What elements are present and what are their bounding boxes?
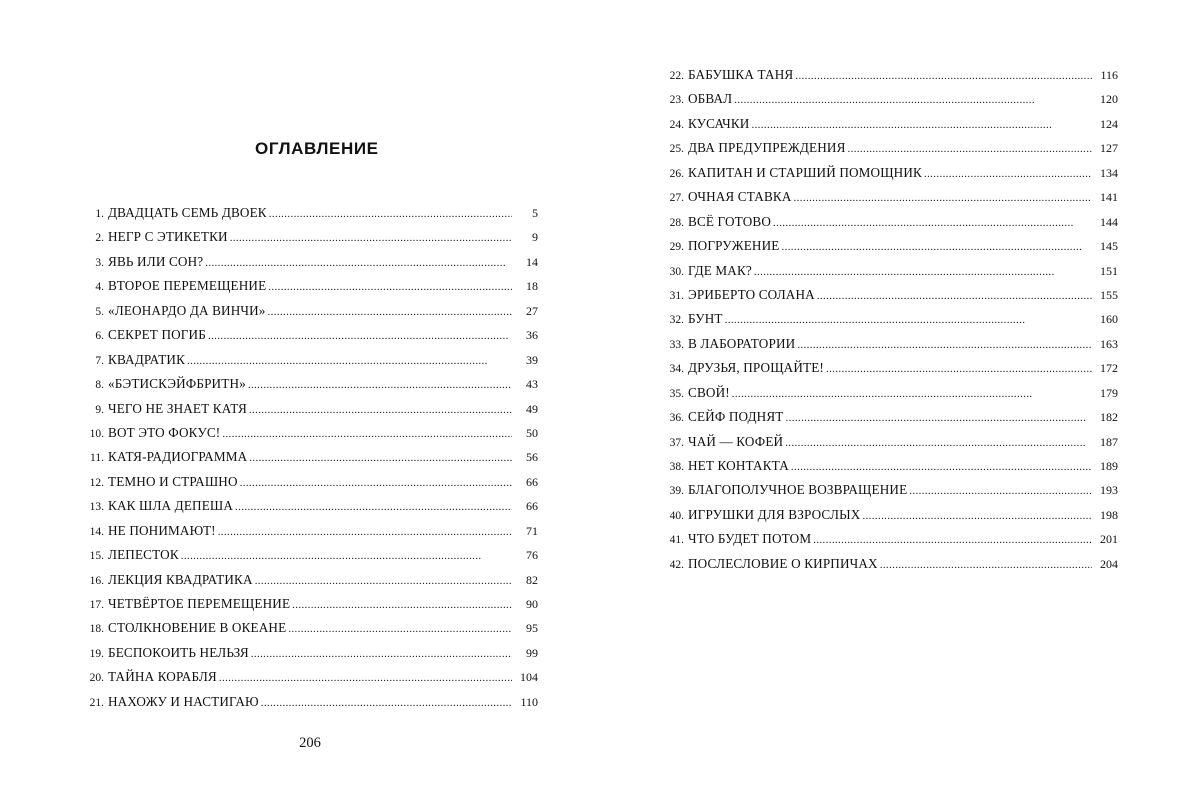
chapter-title: В ЛАБОРАТОРИИ [688, 335, 796, 351]
chapter-page-number: 134 [1100, 165, 1118, 180]
toc-entry [82, 496, 538, 520]
dot-leader [848, 139, 1092, 159]
chapter-number: 30. [669, 265, 684, 278]
toc-entry [658, 261, 1118, 285]
chapter-number: 14. [89, 525, 104, 538]
dot-leader [794, 188, 1092, 208]
chapter-title: КАПИТАН И СТАРШИЙ ПОМОЩНИК [688, 164, 922, 180]
toc-entry [82, 325, 538, 349]
toc-entry [658, 529, 1118, 553]
toc-entry [658, 383, 1118, 407]
toc-entry [82, 692, 538, 716]
dot-leader [751, 115, 1092, 135]
chapter-page-number: 120 [1100, 92, 1118, 107]
dot-leader [909, 481, 1092, 501]
toc-entry [82, 472, 538, 496]
chapter-title: ЧАЙ — КОФЕЙ [688, 433, 784, 449]
chapter-number: 25. [669, 143, 684, 156]
chapter-title: КВАДРАТИК [108, 351, 186, 367]
dot-leader [773, 213, 1092, 233]
dot-leader [268, 277, 512, 297]
chapter-title: ОЧНАЯ СТАВКА [688, 189, 792, 205]
toc-entry [658, 432, 1118, 456]
dot-leader [732, 384, 1092, 404]
chapter-page-number: 189 [1100, 459, 1118, 473]
toc-entry [82, 667, 538, 691]
dot-leader [817, 286, 1092, 306]
chapter-title: СЕКРЕТ ПОГИБ [108, 327, 206, 343]
chapter-title: НАХОЖУ И НАСТИГАЮ [108, 693, 259, 709]
chapter-number: 36. [669, 412, 684, 425]
chapter-number: 5. [95, 305, 104, 318]
chapter-title: ЧЕТВЁРТОЕ ПЕРЕМЕЩЕНИЕ [108, 596, 291, 611]
chapter-page-number: 43 [526, 377, 538, 392]
toc-entry [82, 252, 538, 276]
dot-leader [240, 473, 512, 493]
toc-entry [82, 643, 538, 667]
chapter-page-number: 66 [526, 499, 538, 514]
chapter-title: ГДЕ МАК? [688, 262, 752, 278]
chapter-number: 29. [669, 241, 684, 254]
chapter-page-number: 160 [1100, 312, 1118, 327]
chapter-title: ЯВЬ ИЛИ СОН? [108, 253, 204, 269]
chapter-number: 18. [89, 623, 104, 636]
chapter-number: 32. [669, 314, 684, 327]
dot-leader [826, 359, 1092, 379]
chapter-title: ПОГРУЖЕНИЕ [688, 238, 780, 254]
dot-leader [725, 310, 1092, 330]
dot-leader [880, 555, 1092, 575]
chapter-number: 39. [669, 485, 684, 498]
dot-leader [187, 351, 512, 371]
chapter-number: 41. [669, 534, 684, 547]
toc-entry [82, 570, 538, 594]
chapter-number: 19. [89, 647, 104, 660]
chapter-number: 23. [669, 94, 684, 107]
dot-leader [219, 668, 512, 688]
dot-leader [862, 506, 1092, 526]
dot-leader [181, 546, 512, 566]
chapter-page-number: 18 [526, 279, 538, 294]
chapter-number: 20. [89, 672, 104, 685]
chapter-page-number: 104 [520, 670, 538, 685]
chapter-number: 2. [95, 232, 104, 245]
chapter-title: СЕЙФ ПОДНЯТ [688, 409, 784, 425]
dot-leader [235, 497, 512, 517]
chapter-number: 7. [95, 354, 104, 367]
dot-leader [782, 237, 1093, 257]
dot-leader [230, 228, 512, 248]
toc-entry [82, 423, 538, 447]
dot-leader [813, 530, 1092, 550]
toc-entry [82, 618, 538, 642]
chapter-page-number: 179 [1100, 385, 1118, 400]
toc-entry [82, 276, 538, 300]
chapter-page-number: 95 [526, 621, 538, 636]
chapter-title: ТАЙНА КОРАБЛЯ [108, 669, 217, 685]
toc-entry [658, 138, 1118, 162]
chapter-number: 34. [669, 363, 684, 376]
dot-leader [251, 644, 512, 664]
chapter-number: 1. [95, 208, 104, 220]
chapter-title: ДВА ПРЕДУПРЕЖДЕНИЯ [688, 140, 846, 156]
dot-leader [785, 433, 1092, 453]
chapter-number: 22. [669, 70, 684, 82]
chapter-page-number: 36 [526, 328, 538, 343]
chapter-number: 28. [669, 216, 684, 229]
toc-entry [658, 212, 1118, 236]
chapter-title: ПОСЛЕСЛОВИЕ О КИРПИЧАХ [688, 555, 878, 571]
toc-entry [658, 554, 1118, 578]
chapter-page-number: 66 [526, 474, 538, 489]
dot-leader [791, 457, 1092, 477]
chapter-number: 8. [95, 379, 104, 392]
chapter-number: 24. [669, 118, 684, 131]
chapter-number: 6. [95, 330, 104, 343]
chapter-title: ОБВАЛ [688, 91, 733, 107]
chapter-title: ВОТ ЭТО ФОКУС! [108, 424, 221, 440]
chapter-title: ДРУЗЬЯ, ПРОЩАЙТЕ! [688, 360, 824, 376]
chapter-page-number: 144 [1100, 214, 1118, 229]
chapter-page-number: 50 [526, 425, 538, 440]
chapter-page-number: 182 [1100, 410, 1118, 425]
toc-entry [658, 187, 1118, 211]
chapter-page-number: 187 [1100, 434, 1118, 449]
toc-entry [658, 89, 1118, 113]
chapter-title: БЛАГОПОЛУЧНОЕ ВОЗВРАЩЕНИЕ [688, 482, 908, 498]
dot-leader [218, 522, 512, 542]
chapter-number: 12. [89, 476, 104, 489]
dot-leader [288, 619, 512, 639]
chapter-page-number: 124 [1100, 116, 1118, 131]
dot-leader [249, 400, 512, 420]
chapter-number: 16. [89, 574, 104, 587]
toc-entry [82, 301, 538, 325]
toc-entry [82, 374, 538, 398]
chapter-page-number: 71 [526, 523, 538, 538]
chapter-number: 40. [669, 509, 684, 522]
chapter-title: НЕГР С ЭТИКЕТКИ [108, 229, 228, 245]
chapter-page-number: 5 [532, 206, 538, 220]
chapter-page-number: 110 [520, 694, 538, 709]
chapter-title: ЛЕПЕСТОК [108, 547, 179, 563]
chapter-title: КАК ШЛА ДЕПЕША [108, 498, 234, 514]
dot-leader [205, 253, 512, 273]
chapter-page-number: 127 [1100, 141, 1118, 156]
dot-leader [208, 326, 512, 346]
chapter-title: ТЕМНО И СТРАШНО [108, 473, 238, 489]
chapter-page-number: 151 [1100, 263, 1118, 278]
dot-leader [248, 375, 512, 395]
toc-entry [82, 350, 538, 374]
chapter-title: НЕ ПОНИМАЮТ! [108, 522, 216, 538]
chapter-title: БУНТ [688, 311, 723, 327]
toc-list-left [82, 203, 538, 716]
chapter-number: 27. [669, 192, 684, 205]
chapter-title: ДВАДЦАТЬ СЕМЬ ДВОЕК [108, 205, 267, 220]
chapter-number: 35. [669, 387, 684, 400]
toc-entry [658, 407, 1118, 431]
chapter-number: 15. [89, 550, 104, 563]
toc-entry [658, 505, 1118, 529]
toc-entry [82, 521, 538, 545]
chapter-number: 42. [669, 558, 684, 571]
toc-heading: ОГЛАВЛЕНИЕ [255, 139, 379, 158]
toc-entry [82, 399, 538, 423]
chapter-title: КАТЯ-РАДИОГРАММА [108, 449, 248, 465]
chapter-number: 33. [669, 338, 684, 351]
chapter-title: ЧЕГО НЕ ЗНАЕТ КАТЯ [108, 400, 247, 416]
chapter-number: 4. [95, 281, 104, 294]
toc-entry [658, 236, 1118, 260]
chapter-title: ЭРИБЕРТО СОЛАНА [688, 286, 815, 302]
chapter-page-number: 99 [526, 645, 538, 660]
chapter-number: 3. [95, 256, 104, 269]
chapter-page-number: 9 [532, 230, 538, 245]
chapter-title: «ЛЕОНАРДО ДА ВИНЧИ» [108, 302, 266, 318]
toc-list-right [658, 65, 1118, 578]
chapter-number: 21. [89, 696, 104, 709]
chapter-page-number: 201 [1100, 532, 1118, 547]
chapter-page-number: 141 [1100, 190, 1118, 205]
chapter-page-number: 198 [1100, 507, 1118, 522]
toc-entry [658, 163, 1118, 187]
toc-entry [82, 447, 538, 471]
chapter-title: ИГРУШКИ ДЛЯ ВЗРОСЛЫХ [688, 506, 861, 522]
dot-leader [795, 66, 1092, 86]
chapter-number: 37. [669, 436, 684, 449]
toc-entry [658, 480, 1118, 504]
chapter-title: НЕТ КОНТАКТА [688, 458, 789, 473]
chapter-title: ЛЕКЦИЯ КВАДРАТИКА [108, 571, 253, 587]
dot-leader [924, 164, 1092, 184]
chapter-number: 13. [89, 501, 104, 514]
dot-leader [292, 595, 512, 615]
toc-entry [82, 545, 538, 569]
toc-entry [658, 285, 1118, 309]
chapter-number: 31. [669, 289, 684, 302]
dot-leader [734, 90, 1092, 110]
dot-leader [222, 424, 512, 444]
chapter-page-number: 172 [1100, 361, 1118, 376]
chapter-page-number: 116 [1100, 68, 1118, 82]
toc-entry [658, 114, 1118, 138]
dot-leader [754, 262, 1092, 282]
chapter-title: СТОЛКНОВЕНИЕ В ОКЕАНЕ [108, 620, 287, 636]
toc-entry [658, 65, 1118, 89]
toc-entry [658, 334, 1118, 358]
chapter-title: БАБУШКА ТАНЯ [688, 67, 794, 82]
dot-leader [249, 448, 512, 468]
chapter-page-number: 204 [1100, 556, 1118, 571]
dot-leader [797, 335, 1092, 355]
dot-leader [255, 571, 512, 591]
dot-leader [261, 693, 512, 713]
chapter-page-number: 56 [526, 450, 538, 465]
chapter-page-number: 193 [1100, 483, 1118, 498]
chapter-page-number: 14 [526, 254, 538, 269]
chapter-number: 17. [89, 599, 104, 611]
chapter-page-number: 76 [526, 548, 538, 563]
chapter-number: 11. [90, 452, 104, 465]
chapter-page-number: 49 [526, 401, 538, 416]
chapter-page-number: 163 [1100, 336, 1118, 351]
toc-entry [82, 227, 538, 251]
toc-entry [658, 309, 1118, 333]
toc-entry [82, 203, 538, 227]
chapter-page-number: 155 [1100, 287, 1118, 302]
right-page [600, 0, 1200, 812]
dot-leader [269, 204, 512, 224]
chapter-title: БЕСПОКОИТЬ НЕЛЬЗЯ [108, 644, 249, 660]
toc-entry [658, 456, 1118, 480]
toc-entry [658, 358, 1118, 382]
chapter-number: 38. [669, 461, 684, 473]
chapter-title: ВСЁ ГОТОВО [688, 213, 771, 229]
chapter-title: «БЭТИСКЭЙФБРИТН» [108, 376, 246, 392]
page-number: 206 [299, 735, 321, 751]
chapter-page-number: 145 [1100, 239, 1118, 254]
chapter-page-number: 82 [526, 572, 538, 587]
chapter-number: 9. [95, 403, 104, 416]
chapter-page-number: 27 [526, 303, 538, 318]
dot-leader [268, 302, 512, 322]
chapter-title: ЧТО БУДЕТ ПОТОМ [688, 531, 812, 547]
chapter-number: 10. [89, 427, 104, 440]
chapter-title: СВОЙ! [688, 384, 730, 400]
chapter-page-number: 39 [526, 352, 538, 367]
chapter-page-number: 90 [526, 597, 538, 611]
toc-entry [82, 594, 538, 618]
chapter-title: КУСАЧКИ [688, 115, 750, 131]
chapter-number: 26. [669, 167, 684, 180]
chapter-title: ВТОРОЕ ПЕРЕМЕЩЕНИЕ [108, 278, 267, 294]
dot-leader [786, 408, 1092, 428]
